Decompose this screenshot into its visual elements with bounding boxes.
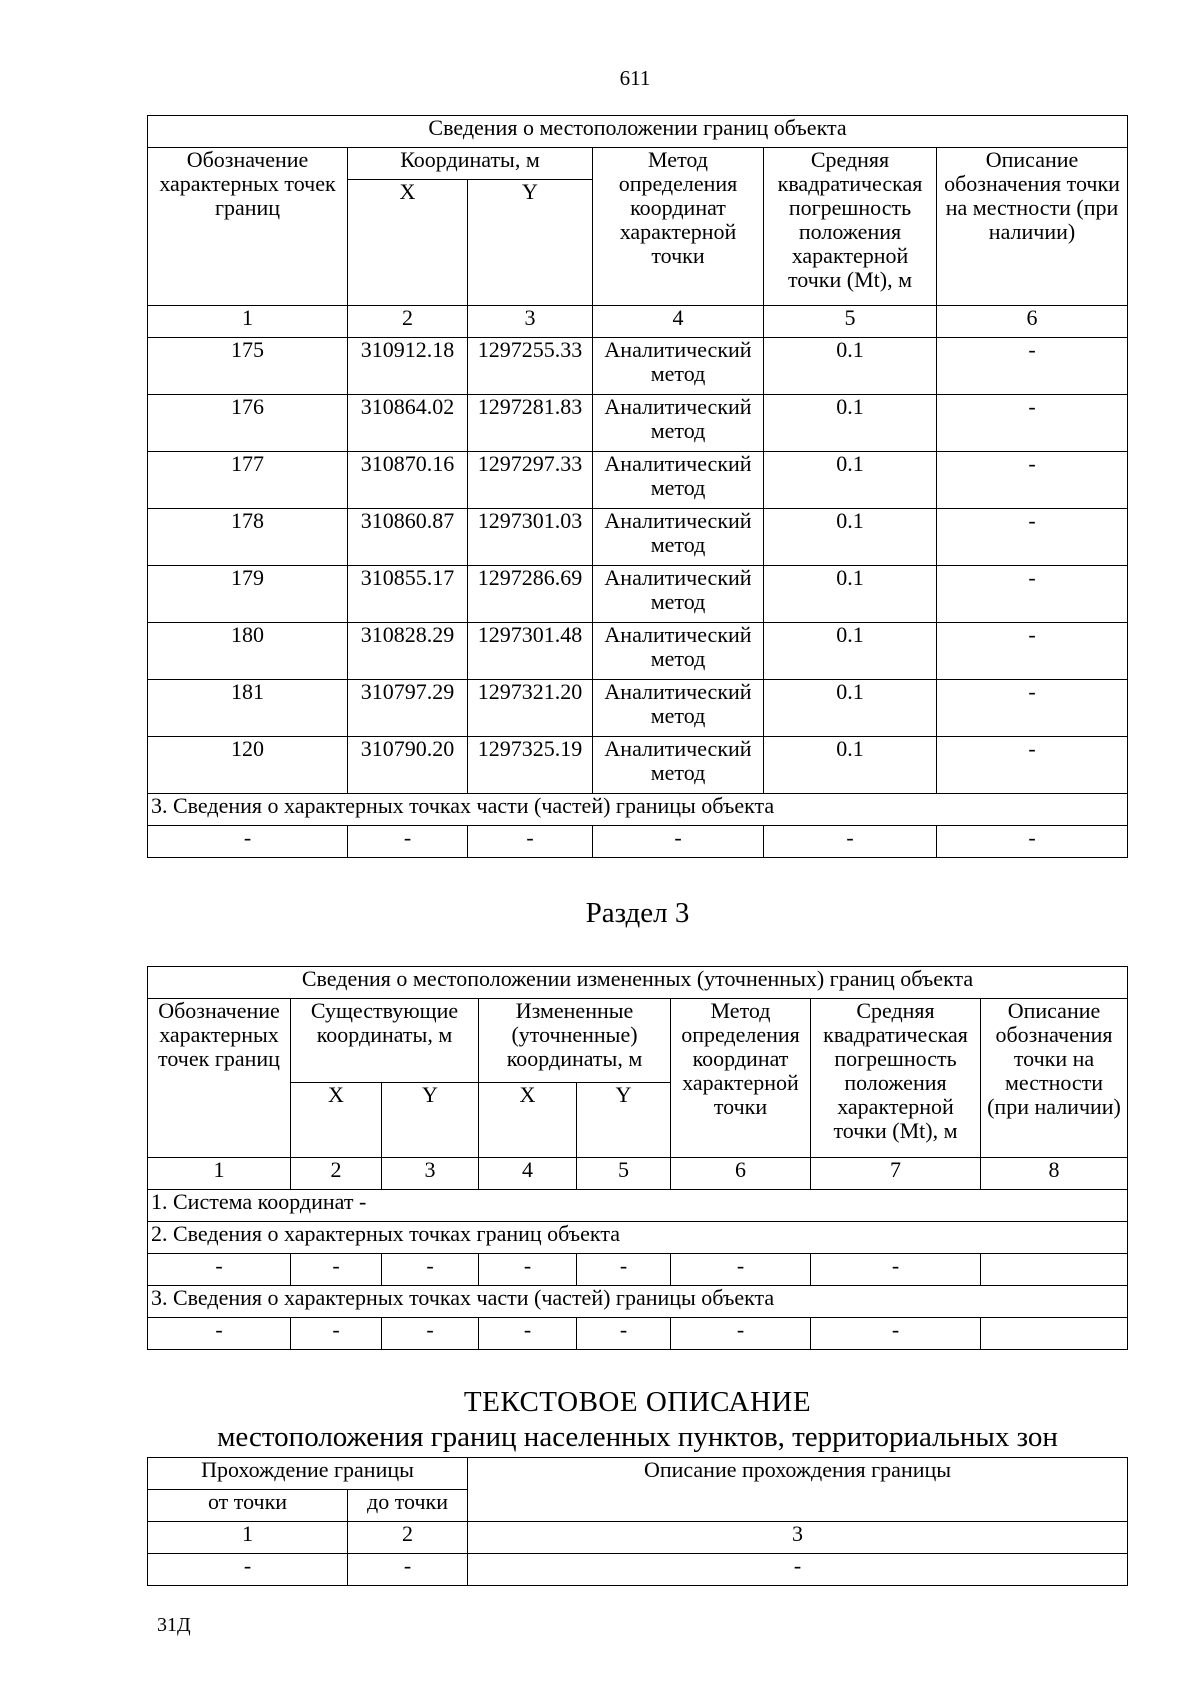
- y-coordinate: 1297301.48: [468, 623, 593, 680]
- point-id: 175: [148, 338, 348, 395]
- table-row: [148, 623, 1128, 680]
- x-coordinate: 310864.02: [348, 395, 468, 452]
- column-number: 2: [348, 1522, 468, 1554]
- x-coordinate: 310790.20: [348, 737, 468, 794]
- empty-cell: [981, 1318, 1128, 1350]
- error-value: 0.1: [764, 452, 937, 509]
- empty-cell: -: [577, 1318, 671, 1350]
- empty-cell: -: [348, 1554, 468, 1586]
- column-number: 3: [382, 1158, 479, 1190]
- method: Аналитический метод: [593, 680, 764, 737]
- section-title: Раздел 3: [585, 897, 690, 929]
- text-description-title: ТЕКСТОВОЕ ОПИСАНИЕ: [463, 1386, 812, 1418]
- description: -: [937, 623, 1128, 680]
- method: Аналитический метод: [593, 737, 764, 794]
- column-number: 6: [937, 306, 1128, 338]
- column-number: 4: [479, 1158, 577, 1190]
- y-coordinate: 1297281.83: [468, 395, 593, 452]
- changed-boundaries-table: [147, 966, 1128, 1350]
- description: -: [937, 737, 1128, 794]
- column-number: 1: [148, 1522, 348, 1554]
- column-number: 1: [148, 306, 348, 338]
- document-code: 31Д: [157, 1614, 191, 1636]
- column-number: 2: [291, 1158, 382, 1190]
- y-coordinate: 1297325.19: [468, 737, 593, 794]
- header-x: X: [291, 1083, 382, 1158]
- point-id: 181: [148, 680, 348, 737]
- y-coordinate: 1297301.03: [468, 509, 593, 566]
- header-x: X: [348, 180, 468, 306]
- point-id: 177: [148, 452, 348, 509]
- error-value: 0.1: [764, 623, 937, 680]
- empty-cell: -: [671, 1254, 811, 1286]
- table-row: [148, 680, 1128, 737]
- table-row: [148, 509, 1128, 566]
- description: -: [937, 452, 1128, 509]
- header-y: Y: [577, 1083, 671, 1158]
- x-coordinate: 310828.29: [348, 623, 468, 680]
- x-coordinate: 310860.87: [348, 509, 468, 566]
- header-to-point: до точки: [348, 1490, 468, 1522]
- method: Аналитический метод: [593, 338, 764, 395]
- column-number: 1: [148, 1158, 291, 1190]
- x-coordinate: 310870.16: [348, 452, 468, 509]
- column-number: 3: [468, 306, 593, 338]
- header-method: Метод определения координат характерной точки: [671, 999, 811, 1158]
- column-number: 6: [671, 1158, 811, 1190]
- x-coordinate: 310855.17: [348, 566, 468, 623]
- coordinate-system-label: 1. Система координат -: [148, 1190, 1128, 1222]
- table-title: Сведения о местоположении границ объекта: [148, 116, 1128, 148]
- error-value: 0.1: [764, 395, 937, 452]
- empty-cell: -: [577, 1254, 671, 1286]
- empty-cell: -: [764, 826, 937, 858]
- y-coordinate: 1297297.33: [468, 452, 593, 509]
- x-coordinate: 310797.29: [348, 680, 468, 737]
- empty-cell: -: [811, 1318, 981, 1350]
- header-y: Y: [468, 180, 593, 306]
- method: Аналитический метод: [593, 452, 764, 509]
- table-title: Сведения о местоположении измененных (уточненных) границ объекта: [148, 967, 1128, 999]
- table-row: [148, 395, 1128, 452]
- column-number: 4: [593, 306, 764, 338]
- point-id: 178: [148, 509, 348, 566]
- empty-cell: -: [148, 1554, 348, 1586]
- table-row: [148, 826, 1128, 858]
- empty-cell: -: [148, 1318, 291, 1350]
- empty-cell: -: [382, 1318, 479, 1350]
- boundary-passage-table: [147, 1457, 1128, 1586]
- error-value: 0.1: [764, 509, 937, 566]
- empty-cell: -: [148, 826, 348, 858]
- table-row: [148, 737, 1128, 794]
- error-value: 0.1: [764, 680, 937, 737]
- empty-cell: -: [468, 826, 593, 858]
- header-error: Средняя квадратическая погрешность положения характерной точки (Mt), м: [764, 148, 937, 306]
- y-coordinate: 1297321.20: [468, 680, 593, 737]
- header-method: Метод определения координат характерной точки: [593, 148, 764, 306]
- point-id: 120: [148, 737, 348, 794]
- empty-cell: -: [937, 826, 1128, 858]
- description: -: [937, 338, 1128, 395]
- table-row: [148, 1318, 1128, 1350]
- page-number: 611: [619, 66, 651, 90]
- x-coordinate: 310912.18: [348, 338, 468, 395]
- empty-cell: -: [291, 1318, 382, 1350]
- section-label: 2. Сведения о характерных точках границ объекта: [148, 1222, 1128, 1254]
- column-number: 7: [811, 1158, 981, 1190]
- point-id: 179: [148, 566, 348, 623]
- empty-cell: -: [348, 826, 468, 858]
- header-point: Обозначение характерных точек границ: [148, 148, 348, 306]
- error-value: 0.1: [764, 338, 937, 395]
- empty-cell: -: [671, 1318, 811, 1350]
- empty-cell: -: [811, 1254, 981, 1286]
- error-value: 0.1: [764, 737, 937, 794]
- header-x: X: [479, 1083, 577, 1158]
- header-description: Описание обозначения точки на местности (при наличии): [981, 999, 1128, 1158]
- description: -: [937, 680, 1128, 737]
- method: Аналитический метод: [593, 509, 764, 566]
- description: -: [937, 566, 1128, 623]
- section-label: 3. Сведения о характерных точках части (частей) границы объекта: [148, 1286, 1128, 1318]
- empty-cell: -: [593, 826, 764, 858]
- table-row: [148, 338, 1128, 395]
- error-value: 0.1: [764, 566, 937, 623]
- column-number: 3: [468, 1522, 1128, 1554]
- method: Аналитический метод: [593, 566, 764, 623]
- empty-cell: -: [382, 1254, 479, 1286]
- empty-cell: -: [291, 1254, 382, 1286]
- header-error: Средняя квадратическая погрешность положения характерной точки (Mt), м: [811, 999, 981, 1158]
- table-row: [148, 1254, 1128, 1286]
- description: -: [937, 509, 1128, 566]
- header-description: Описание обозначения точки на местности (при наличии): [937, 148, 1128, 306]
- table-row: [148, 452, 1128, 509]
- y-coordinate: 1297255.33: [468, 338, 593, 395]
- column-number: 5: [577, 1158, 671, 1190]
- point-id: 176: [148, 395, 348, 452]
- empty-cell: -: [479, 1254, 577, 1286]
- point-id: 180: [148, 623, 348, 680]
- header-point: Обозначение характерных точек границ: [148, 999, 291, 1158]
- header-passage: Прохождение границы: [148, 1458, 468, 1490]
- column-number: 5: [764, 306, 937, 338]
- column-number: 2: [348, 306, 468, 338]
- column-number: 8: [981, 1158, 1128, 1190]
- section-label: 3. Сведения о характерных точках части (частей) границы объекта: [148, 794, 1128, 826]
- empty-cell: -: [148, 1254, 291, 1286]
- header-existing-coordinates: Существующие координаты, м: [291, 999, 479, 1083]
- table-row: [148, 566, 1128, 623]
- header-changed-coordinates: Измененные (уточненные) координаты, м: [479, 999, 671, 1083]
- header-from-point: от точки: [148, 1490, 348, 1522]
- method: Аналитический метод: [593, 395, 764, 452]
- header-passage-description: Описание прохождения границы: [468, 1458, 1128, 1522]
- empty-cell: [981, 1254, 1128, 1286]
- empty-cell: -: [479, 1318, 577, 1350]
- header-coordinates: Координаты, м: [348, 148, 593, 180]
- header-y: Y: [382, 1083, 479, 1158]
- method: Аналитический метод: [593, 623, 764, 680]
- text-description-subtitle: местоположения границ населенных пунктов, территориальных зон: [217, 1421, 1058, 1453]
- table-row: [148, 1554, 1128, 1586]
- empty-cell: -: [468, 1554, 1128, 1586]
- description: -: [937, 395, 1128, 452]
- boundary-points-table: [147, 115, 1128, 858]
- y-coordinate: 1297286.69: [468, 566, 593, 623]
